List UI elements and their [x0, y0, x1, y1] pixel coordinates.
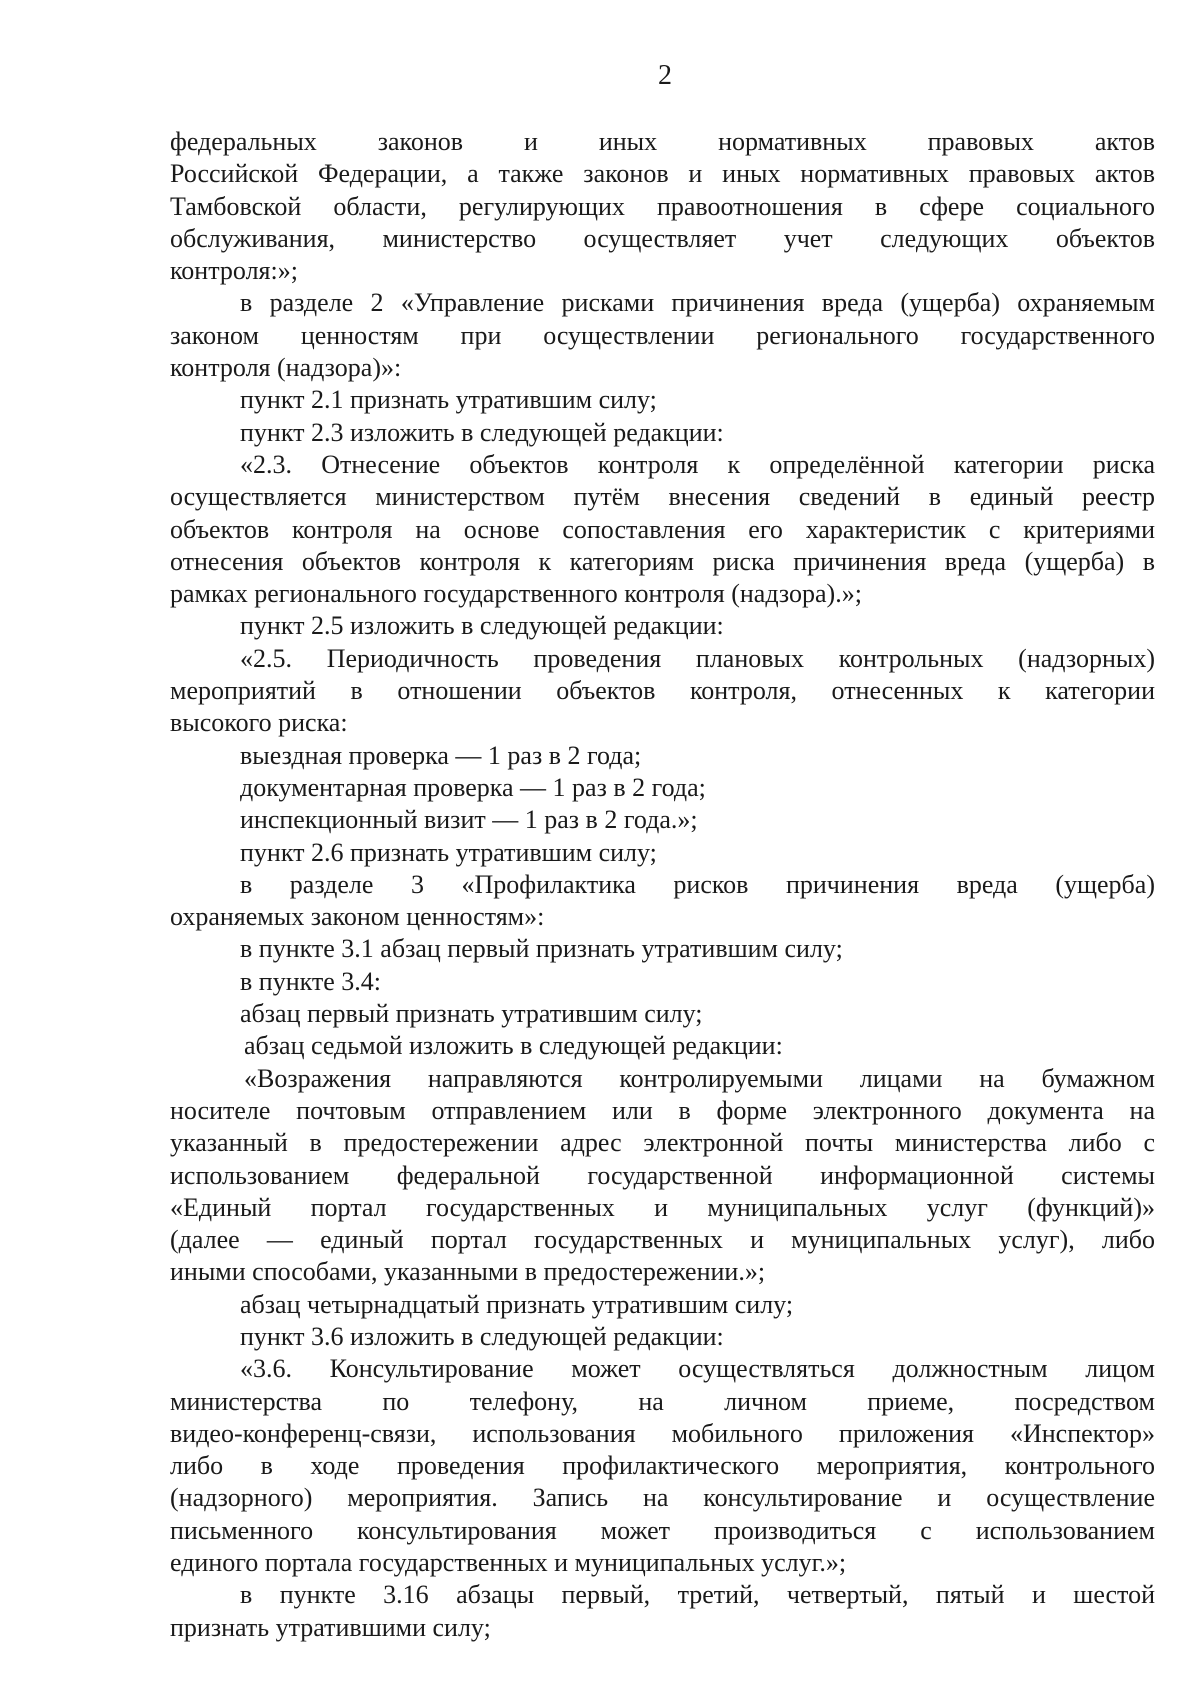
paragraph-abzac-fourteenth: абзац четырнадцатый признать утратившим силу; [240, 1289, 794, 1319]
text-line: министерства по телефону, на личном приеме, посредством [170, 1386, 1155, 1416]
text-line: контроля:»; [170, 256, 298, 286]
text-line: объектов контроля на основе сопоставления его характеристик с критериями [170, 514, 1155, 544]
text-line: «Единый портал государственных и муниципальных услуг (функций)» [170, 1192, 1155, 1222]
paragraph-quote-3-6 [170, 1353, 1155, 1579]
text-line: в разделе 2 «Управление рисками причинения вреда (ущерба) охраняемым [240, 288, 1155, 318]
paragraph-section-3 [170, 869, 1155, 934]
text-line: отнесения объектов контроля к категориям риска причинения вреда (ущерба) в [170, 546, 1155, 576]
text-line: Тамбовской области, регулирующих правоотношения в сфере социального [170, 191, 1155, 221]
text-line: иными способами, указанными в предостережении.»; [170, 1257, 766, 1287]
paragraph-item-3-6: пункт 3.6 изложить в следующей редакции: [240, 1321, 724, 1351]
paragraph-quote-2-3 [170, 449, 1155, 610]
text-line: «3.6. Консультирование может осуществляться должностным лицом [240, 1354, 1155, 1384]
text-line: охраняемых законом ценностям»: [170, 902, 545, 932]
text-line: рамках регионального государственного контроля (надзора).»; [170, 579, 862, 609]
paragraph-item-3-4: в пункте 3.4: [240, 966, 382, 996]
text-line: «2.5. Периодичность проведения плановых контрольных (надзорных) [240, 643, 1155, 673]
paragraph-abzac-first: абзац первый признать утратившим силу; [240, 999, 703, 1029]
text-line: контроля (надзора)»: [170, 353, 402, 383]
text-line: указанный в предостережении адрес электронной почты министерства либо с [170, 1128, 1155, 1158]
text-line: в пункте 3.16 абзацы первый, третий, четвертый, пятый и шестой [240, 1580, 1155, 1610]
text-line: (надзорного) мероприятия. Запись на консультирование и осуществление [170, 1483, 1155, 1513]
text-line: федеральных законов и иных нормативных правовых актов [170, 127, 1155, 156]
paragraph-item-2-3: пункт 2.3 изложить в следующей редакции: [240, 417, 724, 447]
paragraph-item-2-5: пункт 2.5 изложить в следующей редакции: [240, 611, 724, 641]
paragraph-item-2-1: пункт 2.1 признать утратившим силу; [240, 385, 657, 415]
text-line: обслуживания, министерство осуществляет учет следующих объектов [170, 223, 1155, 253]
text-line: признать утратившими силу; [170, 1612, 491, 1642]
text-line: «2.3. Отнесение объектов контроля к определённой категории риска [240, 449, 1155, 479]
paragraph-onsite-check: выездная проверка — 1 раз в 2 года; [240, 740, 642, 770]
text-line: видео-конференц-связи, использования мобильного приложения «Инспектор» [170, 1418, 1155, 1448]
document-body [170, 126, 1155, 1644]
paragraph-document-check: документарная проверка — 1 раз в 2 года; [240, 772, 706, 802]
text-line: использованием федеральной государственной информационной системы [170, 1160, 1155, 1190]
text-line: осуществляется министерством путём внесения сведений в единый реестр [170, 482, 1155, 512]
text-line: либо в ходе проведения профилактического мероприятия, контрольного [170, 1451, 1155, 1481]
text-line: мероприятий в отношении объектов контроля, отнесенных к категории [170, 676, 1155, 706]
text-line: Российской Федерации, а также законов и иных нормативных правовых актов [170, 159, 1155, 189]
paragraph-item-2-6: пункт 2.6 признать утратившим силу; [240, 837, 657, 867]
paragraph-section-2 [170, 287, 1155, 384]
paragraph-item-3-16 [170, 1579, 1155, 1644]
text-line: письменного консультирования может производиться с использованием [170, 1515, 1155, 1545]
text-line: носителе почтовым отправлением или в форме электронного документа на [170, 1095, 1155, 1125]
text-line: единого портала государственных и муниципальных услуг.»; [170, 1548, 847, 1578]
text-line: (далее — единый портал государственных и муниципальных услуг), либо [170, 1225, 1155, 1255]
paragraph-abzac-seventh: абзац седьмой изложить в следующей редакции: [244, 1031, 783, 1061]
paragraph-quote-objections [170, 1063, 1155, 1289]
paragraph-item-3-1: в пункте 3.1 абзац первый признать утратившим силу; [240, 934, 843, 964]
text-line: «Возражения направляются контролируемыми лицами на бумажном [244, 1063, 1155, 1093]
text-line: высокого риска: [170, 708, 348, 738]
text-line: в разделе 3 «Профилактика рисков причинения вреда (ущерба) [240, 869, 1155, 899]
paragraph-federal-laws [170, 126, 1155, 287]
text-line: законом ценностям при осуществлении регионального государственного [170, 320, 1155, 350]
page-number: 2 [658, 60, 672, 91]
paragraph-quote-2-5 [170, 643, 1155, 740]
paragraph-inspection-visit: инспекционный визит — 1 раз в 2 года.»; [240, 805, 698, 835]
